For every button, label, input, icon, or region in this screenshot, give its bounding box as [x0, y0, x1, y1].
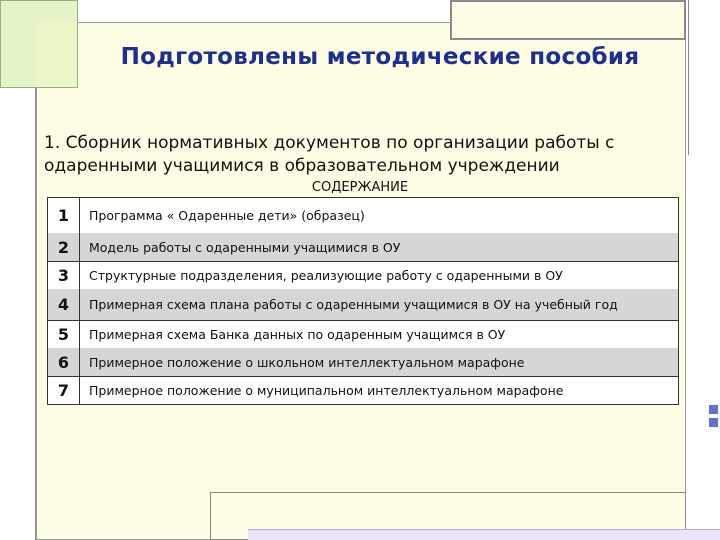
row-number: 6 [48, 348, 80, 376]
blue-square-decoration [709, 418, 718, 427]
row-text: Структурные подразделения, реализующие работу с одаренными в ОУ [89, 267, 563, 283]
slide-title: Подготовлены методические пособия [120, 44, 640, 70]
row-text: Программа « Одаренные дети» (образец) [89, 208, 365, 223]
row-number: 7 [48, 376, 80, 404]
contents-table [47, 197, 679, 405]
green-accent-block [36, 22, 78, 88]
row-text: Примерная схема плана работы с одаренными учащимися в ОУ на учебный год [89, 297, 618, 312]
row-text: Примерная схема Банка данных по одаренным учащимся в ОУ [89, 326, 506, 342]
collection-description [44, 132, 684, 178]
right-frame-panel [688, 0, 720, 155]
left-frame-panel [0, 88, 36, 540]
contents-heading: СОДЕРЖАНИЕ [311, 180, 409, 195]
row-text: Примерное положение о школьном интеллектуальном марафоне [89, 354, 525, 370]
row-number: 4 [48, 289, 80, 320]
row-number: 5 [48, 320, 80, 348]
row-text: Модель работы с одаренными учащимися в ОУ [89, 239, 401, 255]
table-row [48, 376, 678, 404]
description-line-2: одаренными учащимися в образовательном учреждении [44, 156, 560, 176]
table-row [48, 320, 678, 349]
row-number: 3 [48, 261, 80, 289]
table-row [48, 233, 678, 262]
blue-square-decoration [709, 405, 718, 414]
row-number: 1 [48, 198, 80, 233]
top-right-frame-box [450, 0, 686, 40]
table-row [48, 261, 678, 290]
table-row [48, 198, 678, 234]
table-row [48, 348, 678, 377]
table-row [48, 289, 678, 321]
description-line-1: 1. Сборник нормативных документов по организации работы с [44, 133, 615, 153]
row-text: Примерное положение о муниципальном интеллектуальном марафоне [89, 382, 564, 398]
row-number: 2 [48, 233, 80, 261]
bottom-lilac-strip [248, 529, 720, 540]
